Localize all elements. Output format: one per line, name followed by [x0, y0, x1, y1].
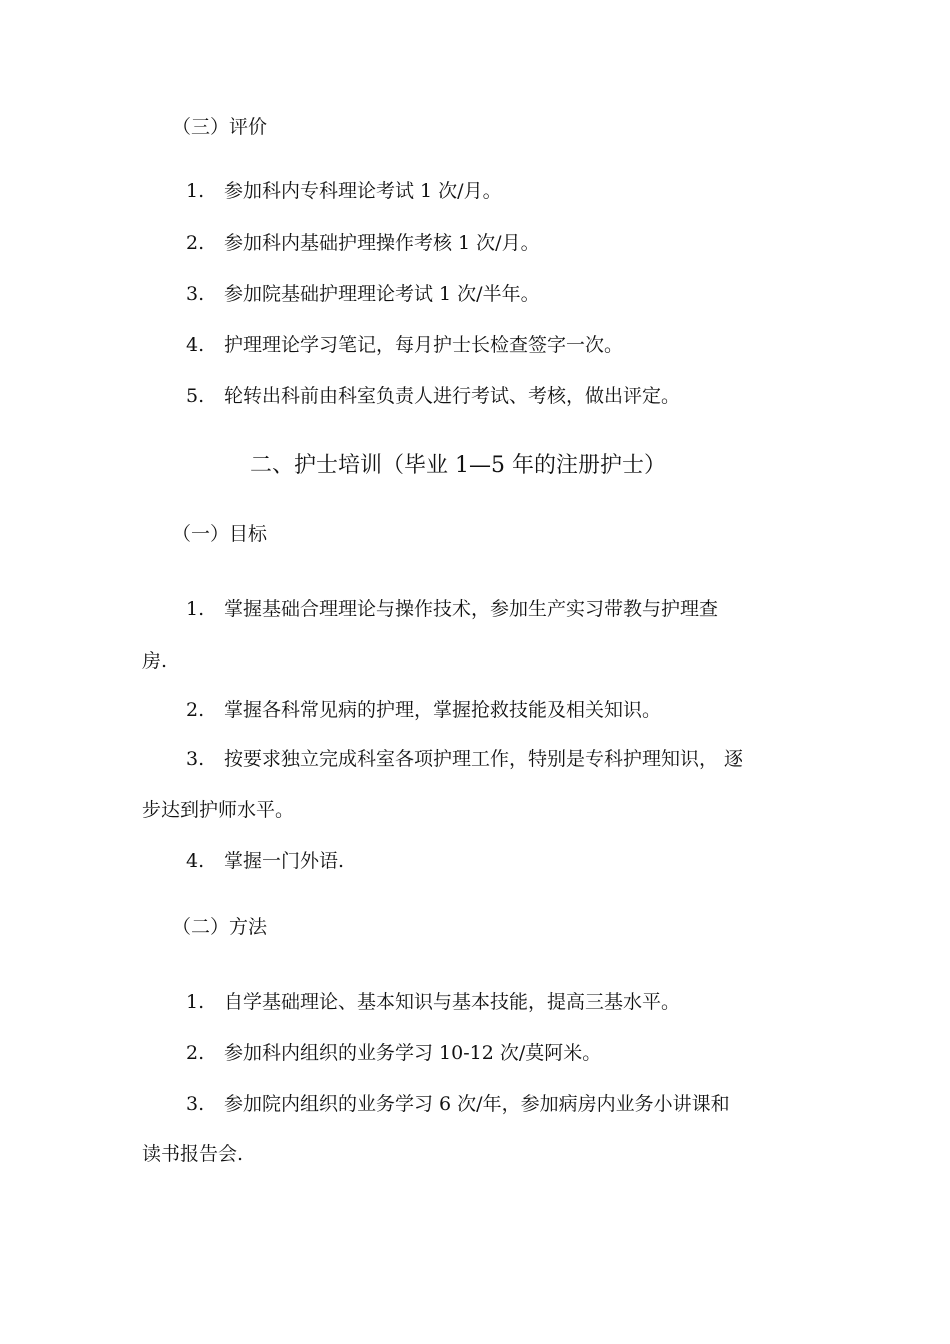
list-item: [186, 746, 743, 772]
section-heading-evaluation: （三）评价: [172, 116, 268, 138]
list-item: [186, 1091, 730, 1117]
item-number: 5.: [186, 385, 205, 407]
item-text: 掌握各科常见病的护理，掌握抢救技能及相关知识。: [224, 699, 662, 721]
item-continuation: 读书报告会.: [142, 1143, 244, 1165]
item-number: 4.: [186, 334, 205, 356]
list-item: [186, 383, 680, 409]
section-heading-goals: （一）目标: [172, 523, 268, 545]
item-number: 2.: [186, 232, 205, 254]
item-text: 参加院内组织的业务学习 6 次/年，参加病房内业务小讲课和: [224, 1093, 730, 1115]
item-number: 3.: [186, 283, 205, 305]
item-text: 轮转出科前由科室负责人进行考试、考核，做出评定。: [224, 385, 681, 407]
item-number: 1.: [186, 598, 205, 620]
section-heading-methods: （二）方法: [172, 916, 268, 938]
item-text: 参加科内组织的业务学习 10-12 次/莫阿米。: [224, 1042, 602, 1064]
item-continuation: 步达到护师水平。: [142, 799, 295, 821]
item-text: 护理理论学习笔记，每月护士长检查签字一次。: [224, 334, 624, 356]
item-text: 掌握基础合理理论与操作技术，参加生产实习带教与护理查: [224, 598, 719, 620]
item-text: 参加科内基础护理操作考核 1 次/月。: [224, 232, 540, 254]
item-number: 1.: [186, 180, 205, 202]
list-item: [186, 596, 718, 622]
item-text: 自学基础理论、基本知识与基本技能，提高三基水平。: [224, 991, 681, 1013]
item-text: 按要求独立完成科室各项护理工作，特别是专科护理知识， 逐: [224, 748, 744, 770]
item-text: 参加科内专科理论考试 1 次/月。: [224, 180, 502, 202]
list-item: [186, 281, 540, 307]
item-number: 3.: [186, 1093, 205, 1115]
item-number: 4.: [186, 850, 205, 872]
item-text: 掌握一门外语.: [224, 850, 345, 872]
list-item: [186, 989, 680, 1015]
item-text: 参加院基础护理理论考试 1 次/半年。: [224, 283, 540, 305]
list-item: [186, 178, 502, 204]
item-number: 2.: [186, 699, 205, 721]
list-item: [186, 697, 661, 723]
part-title: 二、护士培训（毕业 1—5 年的注册护士）: [250, 453, 666, 478]
list-item: [186, 332, 623, 358]
item-continuation: 房.: [142, 650, 168, 672]
item-number: 2.: [186, 1042, 205, 1064]
list-item: [186, 230, 540, 256]
list-item: [186, 1040, 601, 1066]
list-item: [186, 848, 344, 874]
item-number: 1.: [186, 991, 205, 1013]
item-number: 3.: [186, 748, 205, 770]
